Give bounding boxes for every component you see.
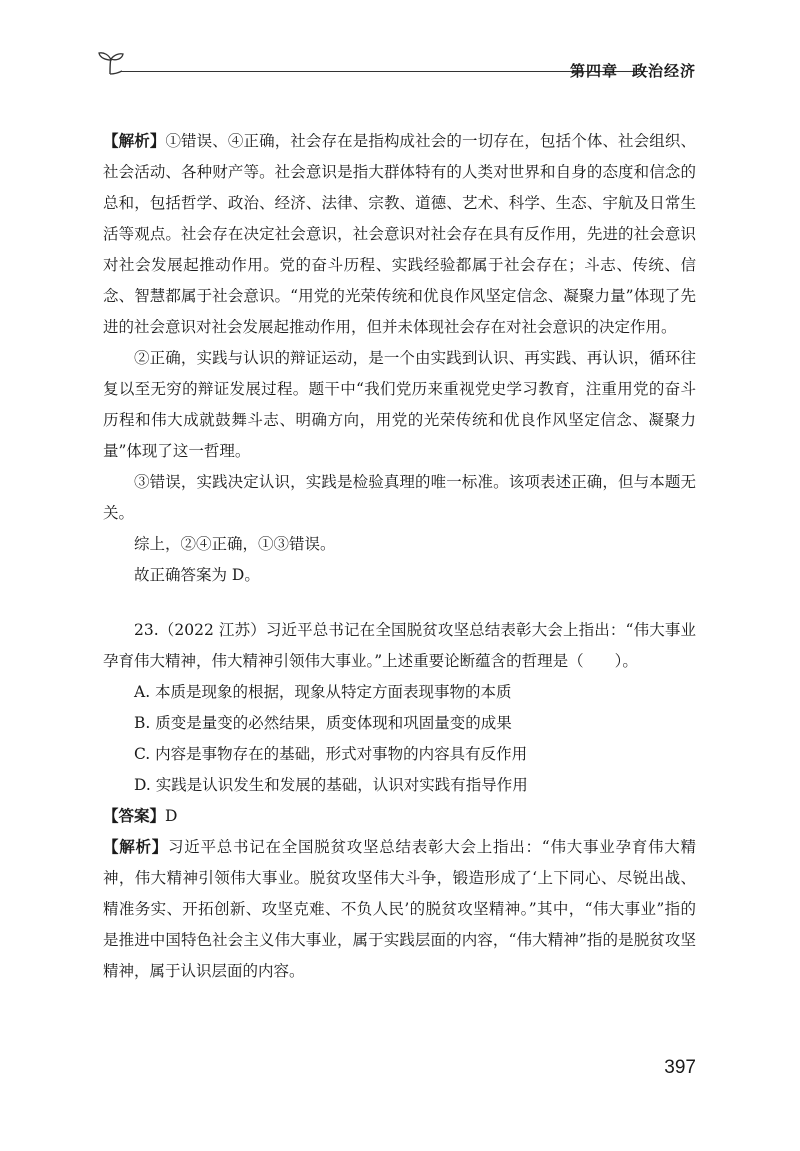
chapter-heading xyxy=(570,60,696,81)
analysis-paragraph-1 xyxy=(103,126,696,343)
spacer xyxy=(103,591,696,615)
page-number: 397 xyxy=(664,1057,696,1078)
option-a: A. 本质是现象的根据，现象从特定方面表现事物的本质 xyxy=(134,683,512,701)
option-b: B. 质变是量变的必然结果，质变体现和巩固量变的成果 xyxy=(134,714,512,732)
answer-line xyxy=(103,801,696,832)
question-stem: 23.（2022 江苏）习近平总书记在全国脱贫攻坚总结表彰大会上指出：“伟大事业孕育伟大精神，伟大精神引领伟大事业。”上述重要论断蕴含的哲理是（ ）。 xyxy=(103,621,696,670)
sprout-icon xyxy=(96,50,126,76)
option-c: C. 内容是事物存在的基础，形式对事物的内容具有反作用 xyxy=(134,745,528,763)
analysis-summary: 综上，②④正确，①③错误。 xyxy=(134,535,336,553)
question-analysis xyxy=(103,832,696,987)
question-analysis-text: 习近平总书记在全国脱贫攻坚总结表彰大会上指出：“伟大事业孕育伟大精神，伟大精神引领伟大事业。脱贫攻坚伟大斗争，锻造形成了‘上下同心、尽锐出战、精准务实、开拓创新、攻坚克难、不负人民’的脱贫攻坚精神。”其中，“伟大事业”指的是推进中国特色社会主义伟大事业，属于实践层面的内容，“伟大精神”指的是脱贫攻坚精神，属于认识层面的内容。 xyxy=(103,838,696,980)
question-analysis-tag: 【解析】 xyxy=(103,838,169,856)
answer-value: D xyxy=(165,807,178,825)
chapter-title: 政治经济 xyxy=(631,62,696,80)
analysis-tag: 【解析】 xyxy=(103,132,166,150)
page-content xyxy=(103,126,696,987)
analysis-conclusion: 故正确答案为 D。 xyxy=(134,566,260,584)
analysis-paragraph-3: ③错误，实践决定认识，实践是检验真理的唯一标准。该项表述正确，但与本题无关。 xyxy=(103,473,696,522)
header-rule xyxy=(120,71,648,72)
option-d: D. 实践是认识发生和发展的基础，认识对实践有指导作用 xyxy=(134,776,528,794)
analysis-paragraph-2: ②正确，实践与认识的辩证运动，是一个由实践到认识、再实践、再认识，循环往复以至无穷的辩证发展过程。题干中“我们党历来重视党史学习教育，注重用党的奋斗历程和伟大成就鼓舞斗志、明确方向，用党的光荣传统和优良作风坚定信念、凝聚力量”体现了这一哲理。 xyxy=(103,349,696,460)
answer-tag: 【答案】 xyxy=(103,807,166,825)
analysis-text-1: ①错误、④正确，社会存在是指构成社会的一切存在，包括个体、社会组织、社会活动、各种财产等。社会意识是指大群体特有的人类对世界和自身的态度和信念的总和，包括哲学、政治、经济、法律、宗教、道德、艺术、科学、生态、宇航及日常生活等观点。社会存在决定社会意识，社会意识对社会存在具有反作用，先进的社会意识对社会发展起推动作用。党的奋斗历程、实践经验都属于社会存在；斗志、传统、信念、智慧都属于社会意识。“用党的光荣传统和优良作风坚定信念、凝聚力量”体现了先进的社会意识对社会发展起推动作用，但并未体现社会存在对社会意识的决定作用。 xyxy=(103,132,696,336)
chapter-number: 第四章 xyxy=(569,62,618,80)
page-header xyxy=(96,50,696,82)
